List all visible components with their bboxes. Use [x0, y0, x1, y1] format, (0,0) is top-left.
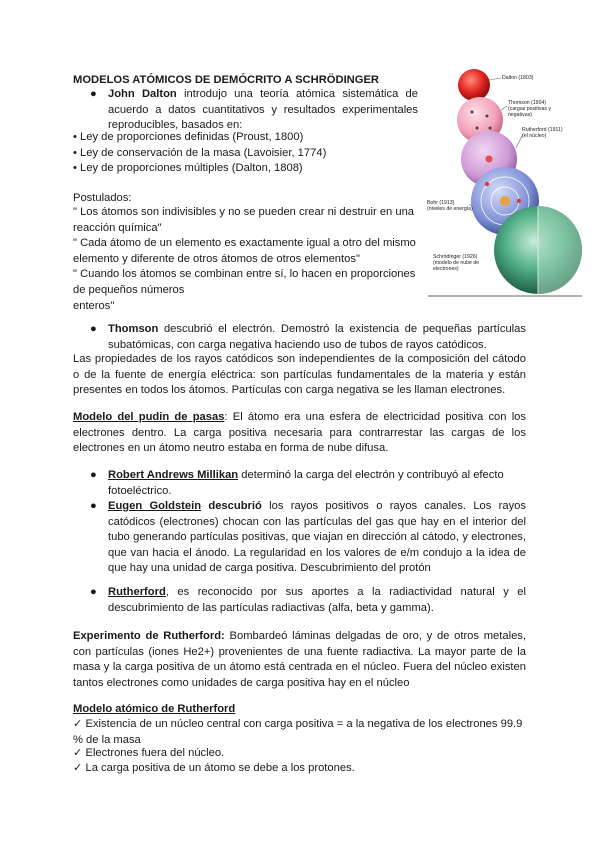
law-item: • Ley de conservación de la masa (Lavoisier, 1774) [73, 146, 327, 159]
check-item: ✓ La carga positiva de un átomo se debe a los protones. [73, 762, 355, 774]
experiment-label: Experimento de Rutherford: [73, 630, 225, 642]
bullet: ● [90, 500, 97, 512]
bullet: ● [90, 88, 97, 100]
postulado-item: " Los átomos son indivisibles y no se pueden crear ni destruir en una reacción química" [73, 206, 415, 234]
millikan-text [108, 468, 526, 499]
goldstein-verb: descubrió [201, 500, 262, 512]
rutherford-name: Rutherford [108, 586, 166, 598]
dalton-leader-line [489, 78, 501, 80]
thomson-electron [489, 127, 492, 130]
rutherford-text [108, 585, 526, 616]
thomson-leader-line [501, 106, 507, 110]
goldstein-name: Eugen Goldstein [108, 500, 202, 512]
page-title: MODELOS ATÓMICOS DE DEMÓCRITO A SCHRÖDINGER [73, 74, 380, 86]
thomson-text [108, 322, 526, 353]
postulados-label: Postulados: [73, 192, 132, 204]
law-item: • Ley de proporciones múltiples (Dalton, 1808) [73, 162, 303, 175]
dalton-label: Dalton (1803) [502, 75, 534, 81]
cathode-rays-paragraph: Las propiedades de los rayos catódicos son independientes de la composición del cátodo o de la fuente de energía eléctrica: son partículas fundamentales de la materia y están presentes en todos los átomos. Partículas con carga negativa se les llaman electrones. [73, 353, 526, 397]
schrodinger-label: Schrödinger (1926) (modelo de nube de electrones) [433, 254, 480, 272]
postulado-item: enteros" [73, 299, 115, 312]
dalton-name: John Dalton [108, 88, 177, 100]
thomson-electron [471, 111, 474, 114]
rutherford-label: Rutherford (1911) (el núcleo) [522, 127, 563, 139]
goldstein-text [108, 499, 526, 577]
dalton-sphere [458, 69, 490, 101]
experiment-paragraph [73, 629, 526, 691]
millikan-name: Robert Andrews Millikan [108, 469, 239, 481]
goldstein-description: los rayos positivos o rayos canales. Los rayos catódicos (electrones) chocan con las partículas del gas que hay en el interior del tubo generando partículas positivas, que viajan en dirección al cátodo, y electrones, que van hacia el ánodo. La regularidad en los valores de e/m condujo a la idea de que hay una unidad de carga positiva. Descubrimiento del protón [108, 500, 526, 575]
schrodinger-half-shade [538, 206, 582, 294]
pudin-paragraph [73, 410, 526, 457]
bohr-electron [485, 182, 489, 186]
thomson-electron [486, 115, 489, 118]
laws-list [73, 130, 413, 177]
law-item: • Ley de proporciones definidas (Proust, 1800) [73, 131, 304, 143]
pudin-label: Modelo del pudin de pasas [73, 411, 225, 423]
thomson-electron [476, 127, 479, 130]
check-item: ✓ Electrones fuera del núcleo. [73, 747, 225, 759]
experiment-text: Bombardeó láminas delgadas de oro, y de otros metales, con partículas (iones He2+) provenientes de una fuente radiactiva. La mayor parte de la masa y la carga positiva de un átomo está centrada en el núcleo. Fuera del núcleo existen tantos electrones como unidades de carga positiva hay en el núcleo [73, 630, 527, 689]
dalton-text [108, 87, 418, 134]
dalton-description: introdujo una teoría atómica sistemática de acuerdo a datos cuantitativos y resultados experimentales reproducibles, basados en: [108, 88, 418, 132]
thomson-name: Thomson [108, 323, 159, 335]
rutherford-description: , es reconocido por sus aportes a la radiactividad natural y el descubrimiento de las partículas radiactivas (alfa, beta y gamma). [108, 586, 526, 614]
postulado-item: " Cuando los átomos se combinan entre sí, lo hacen en proporciones de pequeños números [73, 268, 416, 296]
bullet: ● [90, 469, 97, 481]
bohr-electron [517, 199, 521, 203]
rutherford-model-title: Modelo atómico de Rutherford [73, 703, 236, 715]
pudin-text: : El átomo era una esfera de electricidad positiva con los electrones dentro. La carga positiva necesaria para contrarrestar las cargas de los electrones en un átomo neutro estaba en forma de nube difusa. [73, 411, 527, 455]
millikan-description: determinó la carga del electrón y contribuyó al efecto fotoeléctrico. [108, 469, 504, 497]
atomic-models-figure [425, 68, 585, 298]
postulado-item: " Cada átomo de un elemento es exactamente igual a otro del mismo elemento y diferente de otros átomos de otros elementos" [73, 237, 416, 265]
bohr-nucleus [500, 196, 510, 206]
bullet: ● [90, 586, 97, 598]
bullet: ● [90, 323, 97, 335]
postulados-list [73, 205, 423, 314]
bohr-label: Bohr (1913) (niveles de energía) [427, 200, 473, 212]
thomson-description: descubrió el electrón. Demostró la existencia de pequeñas partículas subatómicas, con carga negativa haciendo uso de tubos de rayos catódicos. [108, 323, 526, 351]
rutherford-nucleus [486, 156, 493, 163]
check-item: ✓ Existencia de un núcleo central con carga positiva = a la negativa de los electrones 99.9 % de la masa [73, 718, 523, 746]
thomson-label: Thomson (1904) (cargas positivas y negativas) [508, 100, 551, 118]
